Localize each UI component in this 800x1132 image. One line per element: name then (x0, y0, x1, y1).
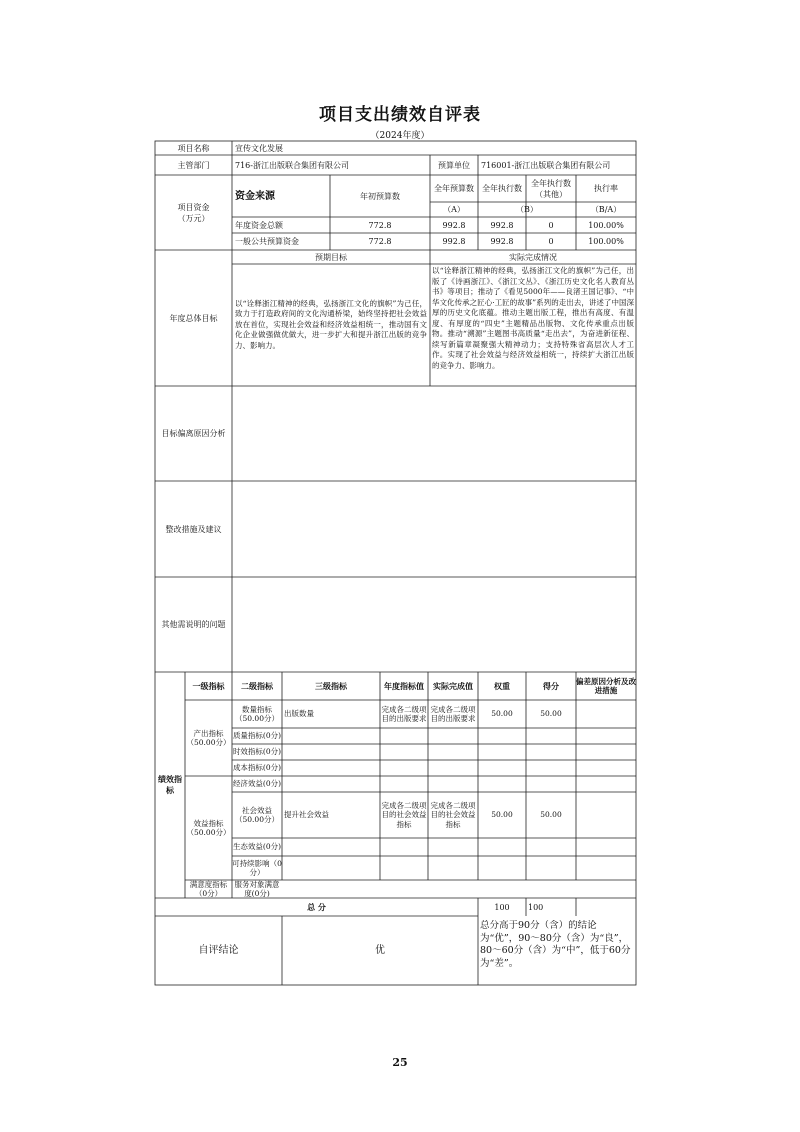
project-name-value: 宣传文化发展 (235, 143, 283, 153)
sustainable-impact-indicator: 可持续影响（0分） (232, 858, 282, 877)
social-benefit-actual: 完成各二级项目的社会效益指标 (430, 800, 476, 829)
social-benefit-target: 完成各二级项目的社会效益指标 (381, 800, 427, 829)
a-label: （A） (443, 205, 465, 214)
funds-label: 项目资金 （万元） (177, 202, 210, 223)
header-actual: 实际完成值 (433, 680, 473, 691)
funds-row-budget: 992.8 (442, 220, 466, 230)
deviation-analysis-value (236, 386, 632, 481)
total-score: 100 (528, 902, 544, 912)
social-benefit-score: 50.00 (540, 810, 562, 820)
social-benefit-level3: 提升社会效益 (284, 810, 329, 820)
b-label: （B） (516, 205, 538, 214)
funds-source-header: 资金来源 (235, 190, 275, 202)
funds-row-name: 年度资金总额 (235, 220, 283, 230)
timeliness-indicator: 时效指标(0分) (232, 747, 282, 757)
social-benefit-indicator: 社会效益（50.00分） (235, 805, 279, 824)
annual-exec-header: 全年执行数 (482, 184, 522, 193)
header-deviation: 偏差原因分析及改进措施 (576, 676, 636, 695)
page-title: 项目支出绩效自评表 (319, 105, 481, 125)
total-score-label: 总 分 (307, 901, 326, 912)
header-level2: 二级指标 (241, 680, 273, 691)
page-number: 25 (392, 1056, 408, 1069)
annual-exec-other-header: 全年执行数（其他） (531, 178, 571, 199)
project-name-label: 项目名称 (177, 143, 210, 153)
ecological-benefit-indicator: 生态效益(0分) (232, 842, 282, 852)
total-weight: 100 (494, 902, 510, 912)
funds-row-name: 一般公共预算资金 (235, 237, 299, 246)
expected-goal-header: 预期目标 (315, 252, 347, 262)
rectification-label: 整改措施及建议 (165, 524, 222, 534)
header-target: 年度指标值 (384, 680, 424, 691)
initial-budget-header: 年初预算数 (360, 191, 400, 201)
annual-goal-label: 年度总体目标 (169, 313, 218, 323)
social-benefit-weight: 50.00 (491, 810, 513, 820)
quantity-actual: 完成各二级项目的出版要求 (430, 704, 476, 723)
dept-value: 716-浙江出版联合集团有限公司 (235, 160, 349, 170)
actual-completion-text: 以“诠释浙江精神的经典，弘扬浙江文化的旗帜”为己任，出版了《诗画浙江》、《浙江文丛》、《浙江历史文化名人教育丛书》等项目；推动了《看见5000年——良渚王国记事》、“中华文化传承之匠心·工匠的故事”系列的走出去，讲述了中国深厚的历史文化底蕴。推动主题出版工程，推出有高度、有温度、有厚度的“四史”主题精品出版物、文化传承重点出版物。推动“溯源”主题图书高质量“走出去”，为奋进新征程、续写新篇章凝聚强大精神动力；支持特殊省高层次人才工作。实现了社会效益与经济效益相统一，持续扩大浙江出版的竞争力、影响力。 (432, 266, 634, 370)
funds-row-exec: 992.8 (490, 237, 514, 246)
performance-indicator-label: 绩效指标 (158, 774, 182, 795)
other-issues-label: 其他需说明的问题 (161, 620, 226, 629)
economic-benefit-indicator: 经济效益(0分) (232, 779, 282, 789)
ba-label: （B/A） (590, 205, 622, 214)
funds-row-rate: 100.00% (588, 220, 624, 230)
header-level3: 三级指标 (315, 680, 347, 691)
quantity-target: 完成各二级项目的出版要求 (381, 704, 427, 723)
service-satisfaction-indicator: 服务对象满意度(0分) (234, 880, 280, 898)
quantity-indicator: 数量指标（50.00分） (235, 704, 279, 723)
header-weight: 权重 (494, 680, 510, 691)
output-indicator-label: 产出指标（50.00分） (186, 728, 231, 747)
exec-rate-header: 执行率 (594, 184, 618, 193)
rectification-value (236, 481, 632, 577)
self-evaluation-label: 自评结论 (198, 945, 239, 956)
grading-rule-note: 总分高于90分（含）的结论为“优”，90～80分（含）为“良”，80～60分（含）为“中”，低于60分为“差”。 (480, 920, 631, 969)
annual-budget-header: 全年预算数 (434, 184, 474, 193)
self-evaluation-result: 优 (375, 945, 385, 956)
other-issues-value (236, 577, 632, 672)
quality-indicator: 质量指标(0分) (232, 731, 282, 741)
quantity-score: 50.00 (540, 709, 562, 719)
quantity-level3: 出版数量 (284, 709, 314, 719)
header-score: 得分 (543, 680, 559, 691)
quantity-weight: 50.00 (491, 709, 513, 719)
report-year: （2024年度） (370, 131, 430, 141)
dept-label: 主管部门 (177, 160, 210, 170)
funds-row-other: 0 (548, 237, 554, 246)
deviation-analysis-label: 目标偏离原因分析 (161, 429, 226, 438)
funds-row-other: 0 (548, 220, 554, 230)
actual-completion-header: 实际完成情况 (509, 252, 557, 262)
funds-row-budget: 992.8 (442, 237, 466, 246)
funds-row-rate: 100.00% (588, 237, 624, 246)
expected-goal-text: 以“诠释浙江精神的经典，弘扬浙江文化的旗帜”为己任，致力于打造政府间的文化沟通桥梁，始终坚持把社会效益放在首位，实现社会效益和经济效益相统一，推动国有文化企业做强做优做大，进一步扩大和提升浙江出版的竞争力、影响力。 (235, 298, 427, 350)
funds-row-exec: 992.8 (490, 220, 514, 230)
satisfaction-indicator-label: 满意度指标（0分） (189, 880, 228, 898)
unit-label: 预算单位 (438, 160, 470, 170)
funds-row-initial: 772.8 (368, 220, 392, 230)
benefit-indicator-label: 效益指标（50.00分） (186, 818, 231, 837)
unit-value: 716001-浙江出版联合集团有限公司 (481, 160, 611, 170)
header-level1: 一级指标 (192, 680, 225, 691)
cost-indicator: 成本指标(0分) (232, 763, 282, 773)
funds-row-initial: 772.8 (368, 237, 392, 246)
